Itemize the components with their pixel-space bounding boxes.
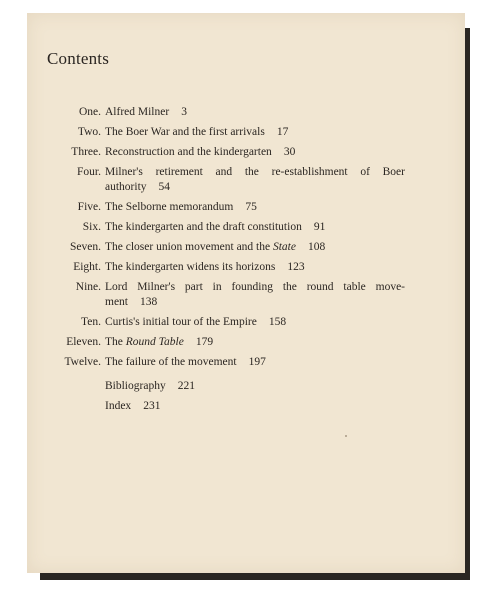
page-number: 221 bbox=[177, 380, 195, 392]
chapter-number: Five. bbox=[77, 201, 101, 213]
toc-entry bbox=[27, 335, 465, 350]
chapter-number: Eight. bbox=[73, 261, 101, 273]
page-number: 75 bbox=[245, 201, 257, 213]
page-number: 54 bbox=[158, 181, 171, 193]
toc-entry bbox=[27, 125, 465, 140]
chapter-title: Alfred Milner 3 bbox=[105, 106, 187, 118]
page-number: 30 bbox=[283, 146, 296, 158]
back-matter-title: Bibliography 221 bbox=[105, 380, 195, 392]
chapter-number: Two. bbox=[77, 126, 101, 138]
chapter-number: Seven. bbox=[70, 241, 101, 253]
table-of-contents bbox=[27, 105, 465, 419]
toc-entry bbox=[27, 145, 465, 160]
chapter-number: Six. bbox=[82, 221, 101, 233]
page-number: 158 bbox=[268, 316, 287, 328]
chapter-title: Curtis's initial tour of the Empire 158 bbox=[105, 316, 287, 328]
chapter-number: Three. bbox=[71, 146, 101, 158]
chapter-title: Lord Milner's part in founding the round table move- ment 138 bbox=[105, 281, 405, 308]
chapter-title: The closer union movement and the State 108 bbox=[105, 241, 326, 253]
toc-entry bbox=[27, 355, 465, 370]
chapter-number: Eleven. bbox=[66, 336, 101, 348]
toc-entry-index bbox=[27, 399, 465, 414]
page-number: 231 bbox=[143, 400, 161, 412]
chapter-title: Milner's retirement and the re-establishment of Boer authority 54 bbox=[105, 166, 405, 193]
back-matter-title: Index 231 bbox=[105, 400, 161, 412]
toc-entry bbox=[27, 200, 465, 215]
paper-speck bbox=[345, 435, 347, 437]
book-page bbox=[27, 13, 465, 573]
chapter-number: Twelve. bbox=[64, 356, 101, 368]
page-number: 197 bbox=[248, 356, 266, 368]
toc-entry-bibliography bbox=[27, 379, 465, 394]
toc-entry bbox=[27, 260, 465, 275]
chapter-number: Nine. bbox=[75, 281, 101, 293]
toc-entry bbox=[27, 165, 465, 195]
chapter-title: The kindergarten and the draft constitution 91 bbox=[105, 221, 326, 233]
contents-heading: Contents bbox=[47, 49, 110, 68]
toc-entry bbox=[27, 105, 465, 120]
page-number: 3 bbox=[181, 106, 187, 118]
toc-entry bbox=[27, 220, 465, 235]
page-number: 108 bbox=[307, 241, 326, 253]
toc-entry bbox=[27, 280, 465, 310]
chapter-title: Reconstruction and the kindergarten 30 bbox=[105, 146, 296, 158]
chapter-title: The failure of the movement 197 bbox=[105, 356, 266, 368]
chapter-number: One. bbox=[78, 106, 101, 118]
toc-entry bbox=[27, 315, 465, 330]
page-number: 138 bbox=[140, 296, 158, 308]
page-number: 17 bbox=[276, 126, 289, 138]
chapter-number: Four. bbox=[77, 166, 101, 178]
page-number: 123 bbox=[287, 261, 305, 273]
chapter-title: The kindergarten widens its horizons 123 bbox=[105, 261, 305, 273]
chapter-number: Ten. bbox=[81, 316, 101, 328]
page-number: 179 bbox=[195, 336, 214, 348]
toc-entry bbox=[27, 240, 465, 255]
chapter-title: The Round Table 179 bbox=[105, 336, 214, 348]
page-number: 91 bbox=[313, 221, 326, 233]
chapter-title: The Selborne memorandum 75 bbox=[105, 201, 257, 213]
chapter-title: The Boer War and the first arrivals 17 bbox=[105, 126, 289, 138]
